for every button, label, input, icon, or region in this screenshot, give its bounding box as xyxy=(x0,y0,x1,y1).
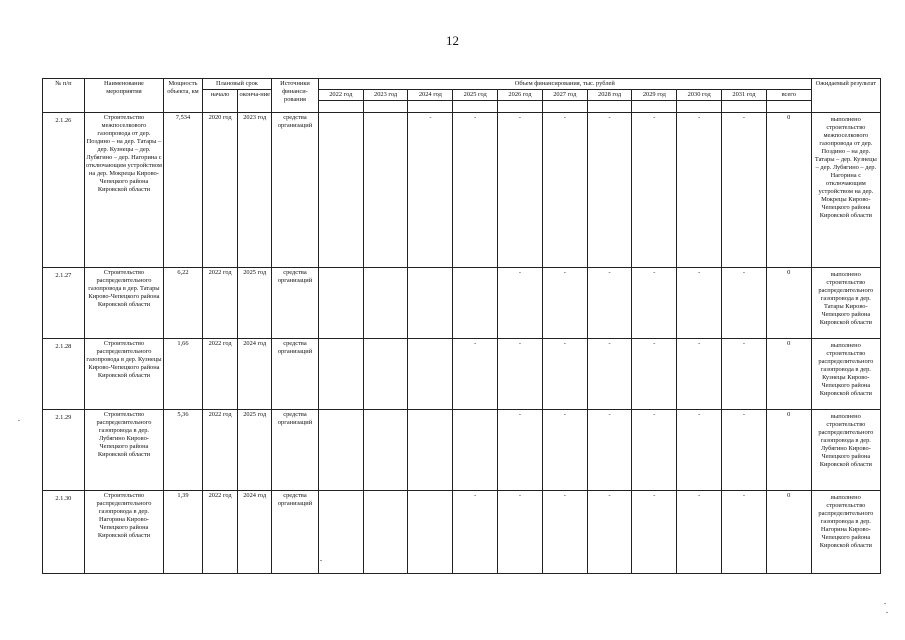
row-value: - xyxy=(632,491,677,574)
row-num: 2.1.30 xyxy=(43,491,85,574)
row-value xyxy=(408,491,453,574)
row-capacity: 7,534 xyxy=(164,113,203,268)
row-value: - xyxy=(722,113,767,268)
row-value: - xyxy=(498,113,543,268)
row-num: 2.1.29 xyxy=(43,410,85,491)
row-value: - xyxy=(498,268,543,339)
row-result: выполнено строительство распределительного газопровода в дер. Татары Кирово-Чепецкого района Кировской области xyxy=(811,268,880,339)
row-value: - xyxy=(677,339,722,410)
row-value xyxy=(363,339,408,410)
row-value: - xyxy=(542,113,587,268)
header-capacity: Мощность объекта, км xyxy=(164,79,203,113)
row-value: - xyxy=(587,339,632,410)
row-end: 2025 год xyxy=(238,410,272,491)
row-name: Строительство распределительного газопровода в дер. Кузнецы Кирово-Чепецкого района Кировской области xyxy=(84,339,163,410)
row-value: - xyxy=(587,410,632,491)
row-capacity: 5,36 xyxy=(164,410,203,491)
row-value xyxy=(453,268,498,339)
row-source: средства организаций xyxy=(272,410,319,491)
header-year: 2025 год xyxy=(453,90,498,101)
row-result: выполнено строительство межпоселкового газопровода от дер. Поздино – на дер. Татары – дер. Кузнецы – дер. Лубягино – дер. Нагорина с отключающим устройством на дер. Мокрецы Кирово-Чепецкого района Кировской области xyxy=(811,113,880,268)
table-row xyxy=(43,491,881,574)
row-start: 2022 год xyxy=(202,410,238,491)
row-value xyxy=(408,339,453,410)
row-value xyxy=(318,268,363,339)
row-name: Строительство распределительного газопровода в дер. Лубягино Кирово-Чепецкого района Кировской области xyxy=(84,410,163,491)
table-row xyxy=(43,113,881,268)
row-num: 2.1.28 xyxy=(43,339,85,410)
row-name: Строительство межпоселкового газопровода от дер. Поздино – на дер. Татары – дер. Кузнецы – дер. Лубягино – дер. Нагорина с отключающим устройством на дер. Мокрецы Кирово-Чепецкого района Кировской области xyxy=(84,113,163,268)
header-year: 2031 год xyxy=(722,90,767,101)
header-year: 2029 год xyxy=(632,90,677,101)
row-value xyxy=(363,268,408,339)
header-year: 2024 год xyxy=(408,90,453,101)
row-value: - xyxy=(587,491,632,574)
row-value xyxy=(318,339,363,410)
row-source: средства организаций xyxy=(272,491,319,574)
row-value: - xyxy=(542,410,587,491)
row-value: - xyxy=(677,268,722,339)
row-value: - xyxy=(722,410,767,491)
row-end: 2024 год xyxy=(238,339,272,410)
row-value xyxy=(363,410,408,491)
table-row xyxy=(43,339,881,410)
scan-mark xyxy=(320,560,322,561)
header-total: всего xyxy=(766,90,811,101)
row-total: 0 xyxy=(766,339,811,410)
row-result: выполнено строительство распределительного газопровода в дер. Кузнецы Кирово-Чепецкого района Кировской области xyxy=(811,339,880,410)
header-name: Наименование мероприятия xyxy=(84,79,163,113)
row-end: 2024 год xyxy=(238,491,272,574)
header-funding: Объем финансирования, тыс. рублей xyxy=(318,79,811,90)
row-value: - xyxy=(677,410,722,491)
header-year: 2022 год xyxy=(318,90,363,101)
row-value xyxy=(363,491,408,574)
scan-mark xyxy=(884,603,886,604)
row-source: средства организаций xyxy=(272,268,319,339)
header-year: 2023 год xyxy=(363,90,408,101)
page-number: 12 xyxy=(446,33,459,48)
row-value xyxy=(408,410,453,491)
header-result: Ожидаемый результат xyxy=(811,79,880,113)
row-start: 2022 год xyxy=(202,491,238,574)
header-year: 2026 год xyxy=(498,90,543,101)
row-value xyxy=(363,113,408,268)
row-value: - xyxy=(587,113,632,268)
row-total: 0 xyxy=(766,113,811,268)
header-period: Плановый срок xyxy=(202,79,271,90)
row-value: - xyxy=(453,113,498,268)
row-value: - xyxy=(542,339,587,410)
row-num: 2.1.26 xyxy=(43,113,85,268)
row-value xyxy=(408,268,453,339)
row-result: выполнено строительство распределительного газопровода в дер. Лубягино Кирово-Чепецкого района Кировской области xyxy=(811,410,880,491)
row-value xyxy=(318,491,363,574)
header-year: 2028 год xyxy=(587,90,632,101)
row-value: - xyxy=(408,113,453,268)
scan-mark xyxy=(886,612,888,613)
row-value: - xyxy=(587,268,632,339)
row-total: 0 xyxy=(766,491,811,574)
row-total: 0 xyxy=(766,268,811,339)
header-start: начало xyxy=(202,90,238,113)
row-value: - xyxy=(498,339,543,410)
row-value: - xyxy=(677,113,722,268)
row-value: - xyxy=(632,268,677,339)
row-value: - xyxy=(632,410,677,491)
row-value: - xyxy=(677,491,722,574)
table-row xyxy=(43,410,881,491)
row-capacity: 1,39 xyxy=(164,491,203,574)
scan-mark xyxy=(18,420,20,421)
row-end: 2023 год xyxy=(238,113,272,268)
row-value: - xyxy=(722,268,767,339)
header-source: Источники финанси-рования xyxy=(272,79,319,113)
row-start: 2022 год xyxy=(202,268,238,339)
row-value: - xyxy=(722,339,767,410)
financing-table xyxy=(42,78,881,574)
row-end: 2025 год xyxy=(238,268,272,339)
table-row xyxy=(43,268,881,339)
row-value xyxy=(318,410,363,491)
row-capacity: 6,22 xyxy=(164,268,203,339)
row-value: - xyxy=(632,339,677,410)
row-source: средства организаций xyxy=(272,113,319,268)
row-value: - xyxy=(542,491,587,574)
row-source: средства организаций xyxy=(272,339,319,410)
row-name: Строительство распределительного газопровода в дер. Татары Кирово-Чепецкого района Кировской области xyxy=(84,268,163,339)
row-value xyxy=(318,113,363,268)
row-value: - xyxy=(632,113,677,268)
row-num: 2.1.27 xyxy=(43,268,85,339)
header-end: оконча-ние xyxy=(238,90,272,113)
row-name: Строительство распределительного газопровода в дер. Нагорина Кирово-Чепецкого района Кировской области xyxy=(84,491,163,574)
row-value xyxy=(453,410,498,491)
row-start: 2022 год xyxy=(202,339,238,410)
header-year: 2030 год xyxy=(677,90,722,101)
row-value: - xyxy=(542,268,587,339)
header-num: № п/п xyxy=(43,79,85,113)
row-value: - xyxy=(453,339,498,410)
row-capacity: 1,66 xyxy=(164,339,203,410)
row-value: - xyxy=(498,491,543,574)
header-year: 2027 год xyxy=(542,90,587,101)
row-start: 2020 год xyxy=(202,113,238,268)
row-value: - xyxy=(453,491,498,574)
row-total: 0 xyxy=(766,410,811,491)
row-value: - xyxy=(722,491,767,574)
row-value: - xyxy=(498,410,543,491)
row-result: выполнено строительство распределительного газопровода в дер. Нагорина Кирово-Чепецкого района Кировской области xyxy=(811,491,880,574)
